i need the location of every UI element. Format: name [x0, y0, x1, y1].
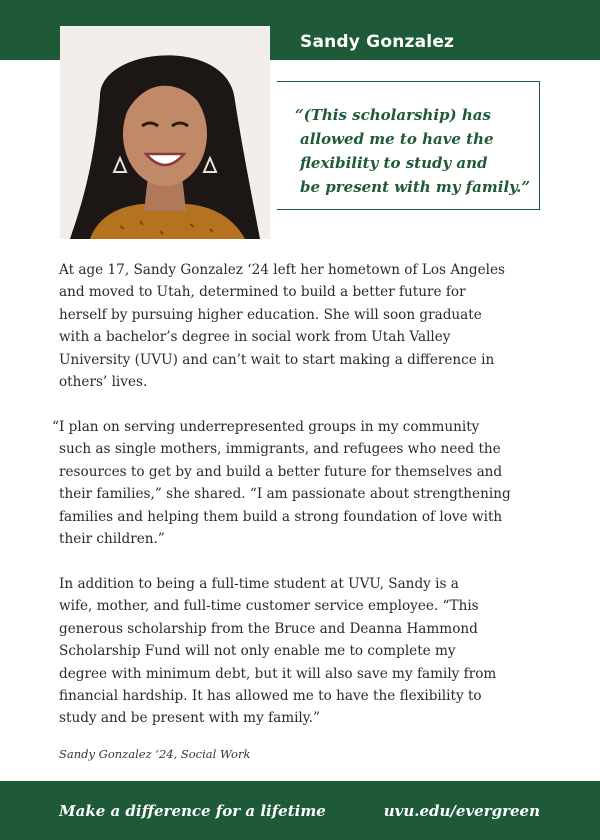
pull-quote-line: allowed me to have the	[300, 130, 494, 148]
paragraph-line: study and be present with my family.”	[59, 710, 320, 727]
paragraph-line: wife, mother, and full-time customer service employee. “This	[59, 598, 479, 615]
paragraph-line: such as single mothers, immigrants, and refugees who need the	[59, 441, 501, 458]
pull-quote	[295, 103, 530, 199]
paragraph-line: their children.”	[59, 531, 165, 548]
pull-quote-line: flexibility to study and	[300, 154, 488, 172]
paragraph-line: with a bachelor’s degree in social work from Utah Valley	[59, 329, 451, 346]
paragraph-line: others’ lives.	[59, 374, 148, 391]
pull-quote-line: “(This scholarship) has	[295, 106, 491, 124]
story-paragraph-2	[52, 416, 536, 550]
footer-tagline: Make a difference for a lifetime	[59, 802, 326, 820]
paragraph-line: In addition to being a full-time student at UVU, Sandy is a	[59, 576, 459, 592]
paragraph-line: Scholarship Fund will not only enable me to complete my	[59, 643, 456, 660]
paragraph-line: University (UVU) and can’t wait to start making a difference in	[59, 351, 495, 368]
paragraph-line: resources to get by and build a better future for themselves and	[59, 463, 503, 480]
footer-url-link[interactable]: uvu.edu/evergreen	[383, 802, 540, 820]
paragraph-line: and moved to Utah, determined to build a better future for	[59, 284, 466, 301]
pull-quote-line: be present with my family.”	[300, 178, 530, 196]
paragraph-line: “I plan on serving underrepresented groups in my community	[52, 419, 480, 435]
story-paragraph-1	[59, 259, 543, 393]
portrait-photo	[60, 26, 270, 239]
paragraph-line: financial hardship. It has allowed me to have the flexibility to	[59, 688, 482, 705]
paragraph-line: degree with minimum debt, but it will also save my family from	[59, 665, 497, 682]
story-paragraph-3	[59, 573, 543, 730]
paragraph-line: At age 17, Sandy Gonzalez ‘24 left her hometown of Los Angeles	[59, 262, 506, 278]
paragraph-line: their families,” she shared. “I am passionate about strengthening	[59, 486, 511, 503]
paragraph-line: families and helping them build a strong foundation of love with	[59, 508, 503, 525]
paragraph-line: generous scholarship from the Bruce and Deanna Hammond	[59, 620, 478, 637]
photo-caption: Sandy Gonzalez ‘24, Social Work	[59, 747, 251, 761]
profile-name: Sandy Gonzalez	[300, 32, 455, 52]
paragraph-line: herself by pursuing higher education. She will soon graduate	[59, 306, 482, 323]
